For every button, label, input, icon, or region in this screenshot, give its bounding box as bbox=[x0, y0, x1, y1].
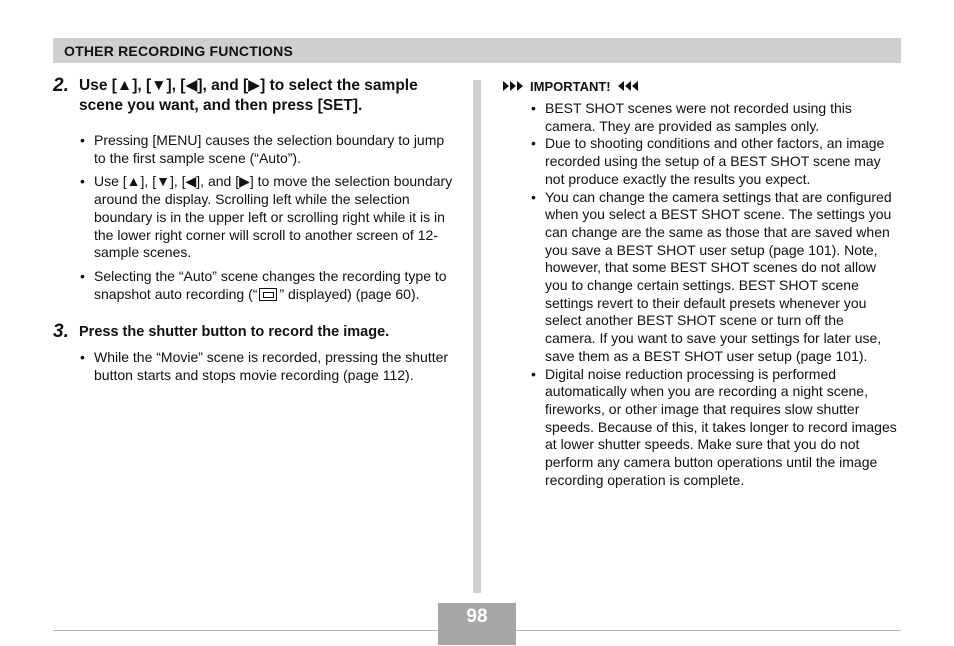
page-number-tab bbox=[438, 630, 516, 645]
step-3-bullets bbox=[79, 349, 453, 384]
step-2 bbox=[53, 76, 453, 303]
column-divider bbox=[473, 80, 481, 593]
list-item-text: ” displayed) (page 60). bbox=[279, 285, 420, 302]
step-number: 2. bbox=[53, 75, 69, 96]
list-item: • Digital noise reduction processing is performed automatically when you are recording a night scene, fireworks, or other image that requires slow shutter speeds. Because of this, it takes longer to record images at lower shutter speeds. Make sure that you do not perform any camera button operations until the image recording operation is complete. bbox=[530, 366, 898, 490]
step-3 bbox=[53, 322, 453, 384]
important-bullets bbox=[530, 100, 898, 489]
step-title: Use [▲], [▼], [◀], and [▶] to select the sample scene you want, and then press [SET]. bbox=[79, 77, 418, 114]
step-2-bullets bbox=[79, 132, 453, 303]
section-header-bar bbox=[53, 38, 901, 63]
list-item: • While the “Movie” scene is recorded, pressing the shutter button starts and stops movie recording (page 112). bbox=[79, 349, 453, 384]
snapshot-auto-icon bbox=[259, 288, 277, 301]
list-item bbox=[79, 268, 453, 303]
step-number: 3. bbox=[53, 321, 69, 343]
step-title: Press the shutter button to record the image. bbox=[79, 324, 390, 341]
important-arrows-icon bbox=[503, 81, 524, 91]
list-item-text: Selecting the “Auto” scene changes the recording type to snapshot auto recording (“ bbox=[94, 267, 447, 302]
list-item: • Due to shooting conditions and other factors, an image recorded using the setup of a BEST SHOT scene may not produce exactly the results you expect. bbox=[530, 135, 898, 188]
list-item: • BEST SHOT scenes were not recorded using this camera. They are provided as samples only. bbox=[530, 100, 898, 135]
important-label: IMPORTANT! bbox=[530, 78, 611, 94]
important-arrows-icon bbox=[617, 81, 638, 91]
section-title: OTHER RECORDING FUNCTIONS bbox=[64, 43, 293, 59]
right-column bbox=[503, 77, 898, 489]
list-item: • Use [▲], [▼], [◀], and [▶] to move the selection boundary around the display. Scrolling left while the selection boundary is in the upper left or scrolling right while it is in the lower right corner will scroll to another screen of 12-sample scenes. bbox=[79, 173, 453, 262]
page-number: 98 bbox=[438, 603, 516, 630]
left-column bbox=[53, 76, 453, 391]
list-item: • Pressing [MENU] causes the selection boundary to jump to the first sample scene (“Auto”). bbox=[79, 132, 453, 167]
list-item: • You can change the camera settings that are configured when you select a BEST SHOT scene. The settings you can change are the same as those that are saved when you save a BEST SHOT user setup (page 101). Note, however, that some BEST SHOT scenes do not allow you to change certain settings. BEST SHOT scene settings revert to their default presets whenever you select another BEST SHOT scene or turn off the camera. If you want to save your settings for later use, save them as a BEST SHOT user setup (page 101). bbox=[530, 189, 898, 366]
important-header bbox=[503, 77, 898, 95]
